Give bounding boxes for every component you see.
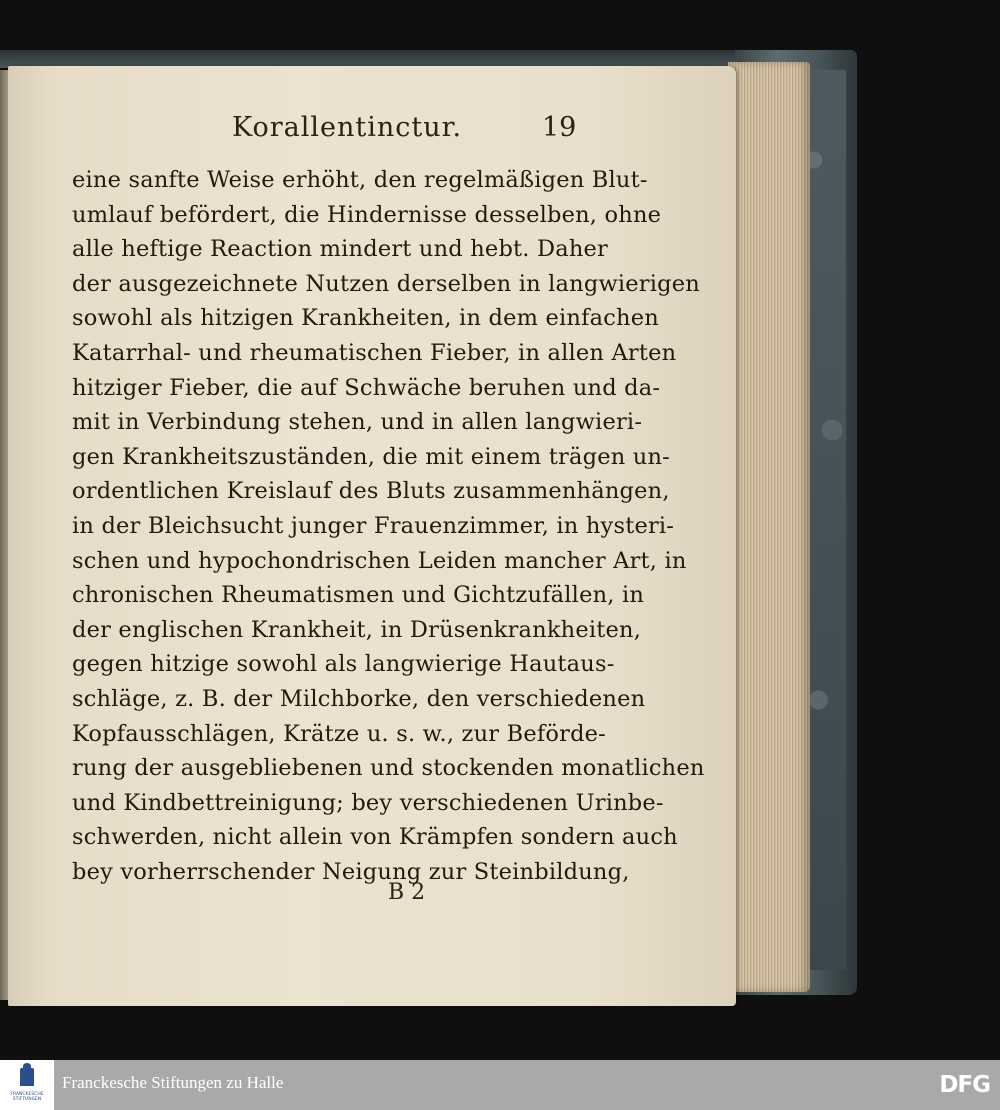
text-line: der englischen Krankheit, in Drüsenkrankheiten, (72, 616, 642, 643)
page-edges (728, 62, 810, 992)
text-line: in der Bleichsucht junger Frauenzimmer, in hysteri- (72, 512, 675, 539)
text-line: hitziger Fieber, die auf Schwäche beruhen und da- (72, 374, 661, 401)
text-line: rung der ausgebliebenen und stockenden monatlichen (72, 755, 705, 782)
footer-bar (0, 1060, 1000, 1110)
text-line: Katarrhal- und rheumatischen Fieber, in allen Arten (72, 339, 677, 366)
text-line: schwerden, nicht allein von Krämpfen sondern auch (72, 824, 678, 851)
text-line: sowohl als hitzigen Krankheiten, in dem einfachen (72, 305, 659, 332)
text-line: schläge, z. B. der Milchborke, den verschiedenen (72, 685, 646, 712)
text-line: mit in Verbindung stehen, und in allen langwieri- (72, 409, 643, 436)
body-text (72, 163, 705, 889)
text-line: und Kindbettreinigung; bey verschiedenen Urinbe- (72, 789, 664, 816)
page-number: 19 (542, 112, 577, 143)
text-line: bey vorherrschender Neigung zur Steinbildung, (72, 858, 630, 885)
text-line: schen und hypochondrischen Leiden mancher Art, in (72, 547, 687, 574)
text-line: eine sanfte Weise erhöht, den regelmäßigen Blut- (72, 167, 648, 193)
text-line: alle heftige Reaction mindert und hebt. Daher (72, 236, 609, 263)
text-line: der ausgezeichnete Nutzen derselben in langwierigen (72, 270, 700, 297)
franckesche-logo[interactable] (0, 1060, 54, 1110)
signature-mark: B 2 (388, 880, 426, 905)
text-line: gegen hitzige sowohl als langwierige Hautaus- (72, 651, 615, 678)
text-line: gen Krankheitszuständen, die mit einem trägen un- (72, 443, 670, 470)
building-icon (20, 1068, 34, 1086)
text-line: umlauf befördert, die Hindernisse desselben, ohne (72, 201, 662, 228)
logo-text: FRANCKESCHE STIFTUNGEN (10, 1092, 44, 1102)
text-line: chronischen Rheumatismen und Gichtzufällen, in (72, 582, 645, 609)
page-header (60, 112, 580, 152)
running-title: Korallentinctur. (232, 112, 463, 143)
dfg-logo[interactable]: DFG (939, 1072, 990, 1098)
text-line: Kopfausschlägen, Krätze u. s. w., zur Beförde- (72, 720, 606, 747)
institution-name[interactable]: Franckesche Stiftungen zu Halle (62, 1073, 284, 1092)
text-line: ordentlichen Kreislauf des Bluts zusammenhängen, (72, 478, 670, 505)
